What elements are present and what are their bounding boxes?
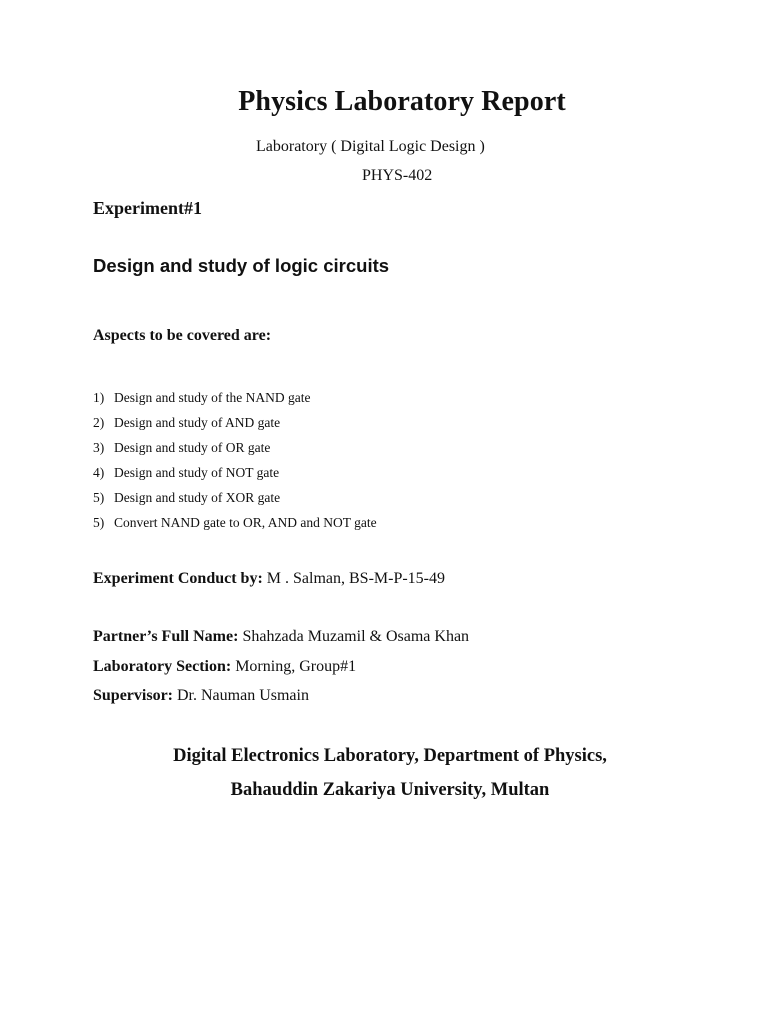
supervisor-label: Supervisor: <box>93 687 173 704</box>
list-item <box>93 438 377 463</box>
list-item-text: Design and study of OR gate <box>114 440 271 455</box>
list-item <box>93 513 377 538</box>
list-item-text: Design and study of NOT gate <box>114 465 280 480</box>
list-item-text: Design and study of XOR gate <box>114 490 281 505</box>
list-item-number: 1) <box>93 390 105 405</box>
course-code: PHYS-402 <box>362 167 433 184</box>
section-line <box>93 658 356 676</box>
aspects-heading: Aspects to be covered are: <box>93 327 272 344</box>
section-label: Laboratory Section: <box>93 658 232 675</box>
list-item-text: Design and study of the NAND gate <box>114 390 311 405</box>
list-item-number: 4) <box>93 465 105 480</box>
list-item <box>93 488 377 513</box>
supervisor-line <box>93 687 309 705</box>
list-item-number: 2) <box>93 415 105 430</box>
partner-label: Partner’s Full Name: <box>93 628 239 645</box>
list-item <box>93 413 377 438</box>
experiment-number: Experiment#1 <box>93 198 202 218</box>
experiment-title: Design and study of logic circuits <box>93 255 390 276</box>
list-item-number: 5) <box>93 490 105 505</box>
list-item-number: 3) <box>93 440 105 455</box>
conducted-by-label: Experiment Conduct by: <box>93 570 263 587</box>
list-item <box>93 388 377 413</box>
list-item <box>93 463 377 488</box>
section-value: Morning, Group#1 <box>235 658 357 675</box>
list-item-text: Convert NAND gate to OR, AND and NOT gate <box>114 515 377 530</box>
supervisor-value: Dr. Nauman Usmain <box>177 687 309 704</box>
partner-value: Shahzada Muzamil & Osama Khan <box>242 628 470 645</box>
aspects-list <box>93 388 377 538</box>
footer-department: Digital Electronics Laboratory, Department of Physics, <box>173 746 607 766</box>
lab-name: Laboratory ( Digital Logic Design ) <box>256 138 485 155</box>
partner-line <box>93 628 469 646</box>
footer-university: Bahauddin Zakariya University, Multan <box>230 780 550 800</box>
conducted-by-line <box>93 570 445 588</box>
conducted-by-value: M . Salman, BS-M-P-15-49 <box>266 570 446 587</box>
list-item-number: 5) <box>93 515 105 530</box>
list-item-text: Design and study of AND gate <box>114 415 281 430</box>
report-title: Physics Laboratory Report <box>238 86 566 117</box>
